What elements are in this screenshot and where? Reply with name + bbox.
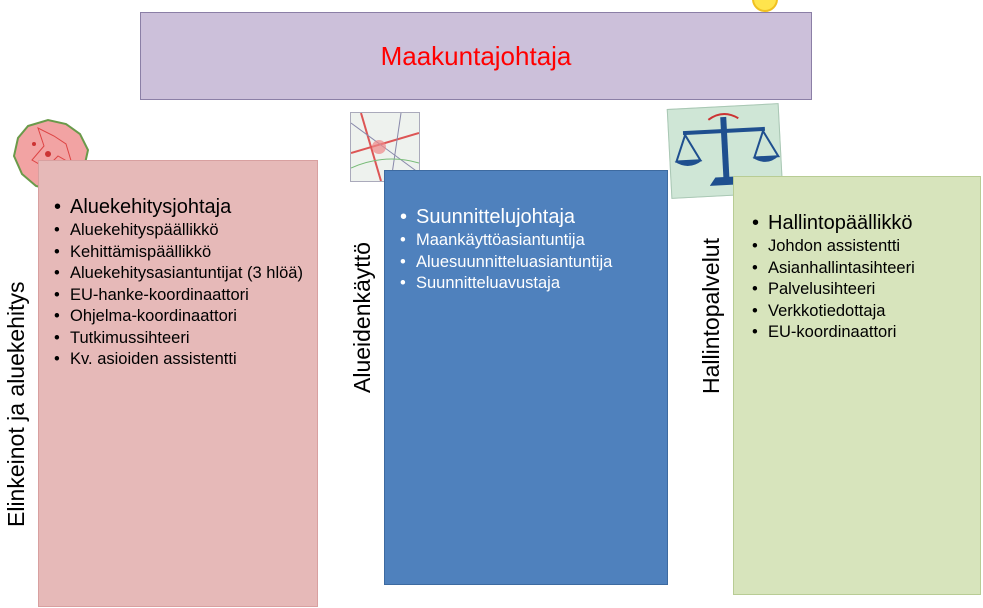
list-item: • Hallintopäällikkö [750,212,976,234]
list-item: • Ohjelma-koordinaattori [52,307,314,325]
administration-label: Hallintopalvelut [698,238,724,394]
list-item: • Aluekehityspäällikkö [52,221,314,239]
business-development-label: Elinkeinot ja aluekehitys [3,281,29,527]
list-item: • Asianhallintasihteeri [750,259,976,277]
land-use-label: Alueidenkäyttö [349,242,375,394]
sun-icon [752,0,778,12]
list-item: • Aluekehitysasiantuntijat (3 hlöä) [52,264,314,282]
list-item: • Kv. asioiden assistentti [52,350,314,368]
land-use-list [398,206,662,296]
list-item: • Suunnitteluavustaja [398,274,662,292]
director-title: Maakuntajohtaja [380,40,572,71]
list-item: • EU-hanke-koordinaattori [52,286,314,304]
business-development-list [52,196,314,372]
list-item: • Aluekehitysjohtaja [52,196,314,218]
list-item: • Aluesuunnitteluasiantuntija [398,253,662,271]
list-item: • Kehittämispäällikkö [52,243,314,261]
administration-list [750,212,976,345]
list-item: • Tutkimussihteeri [52,329,314,347]
list-item: • Verkkotiedottaja [750,302,976,320]
director-box [140,12,812,100]
list-item: • Johdon assistentti [750,237,976,255]
list-item: • Maankäyttöasiantuntija [398,231,662,249]
list-item: • EU-koordinaattori [750,323,976,341]
list-item: • Suunnittelujohtaja [398,206,662,228]
list-item: • Palvelusihteeri [750,280,976,298]
